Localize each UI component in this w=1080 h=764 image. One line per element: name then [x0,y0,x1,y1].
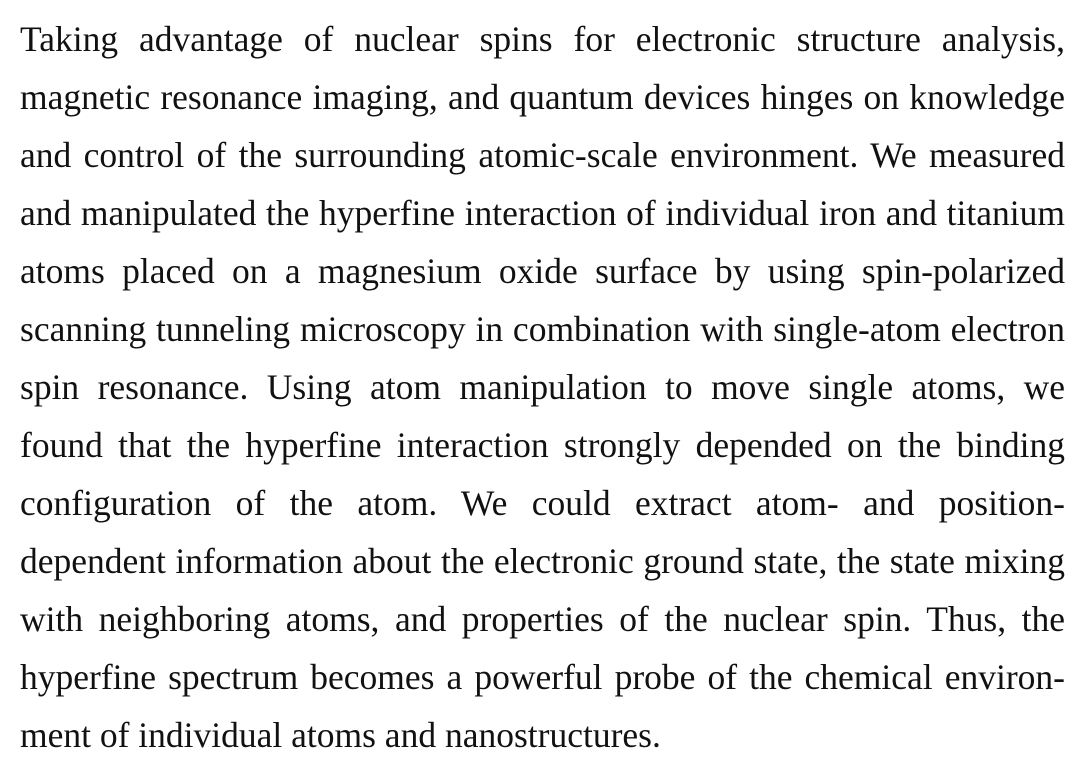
text-line: and control of the surrounding atomic-scale environment. We measured [20,135,1065,175]
text-line: dependent information about the electronic ground state, the state mixing [20,541,1065,581]
text-line: configuration of the atom. We could extract atom- and position- [20,483,1065,523]
text-line: Taking advantage of nuclear spins for electronic structure analysis, [20,19,1065,59]
text-line: atoms placed on a magnesium oxide surface by using spin-polarized [20,251,1065,291]
text-line: hyperfine spectrum becomes a powerful probe of the chemical environ- [20,657,1065,697]
text-line: scanning tunneling microscopy in combination with single-atom electron [20,309,1065,349]
text-line-last: ment of individual atoms and nanostructures. [20,715,661,755]
text-line: magnetic resonance imaging, and quantum devices hinges on knowledge [20,77,1065,117]
text-line: with neighboring atoms, and properties of the nuclear spin. Thus, the [20,599,1065,639]
text-line: spin resonance. Using atom manipulation to move single atoms, we [20,367,1065,407]
abstract-paragraph [20,10,1065,764]
text-line: and manipulated the hyperfine interaction of individual iron and titanium [20,193,1065,233]
text-line: found that the hyperfine interaction strongly depended on the binding [20,425,1065,465]
